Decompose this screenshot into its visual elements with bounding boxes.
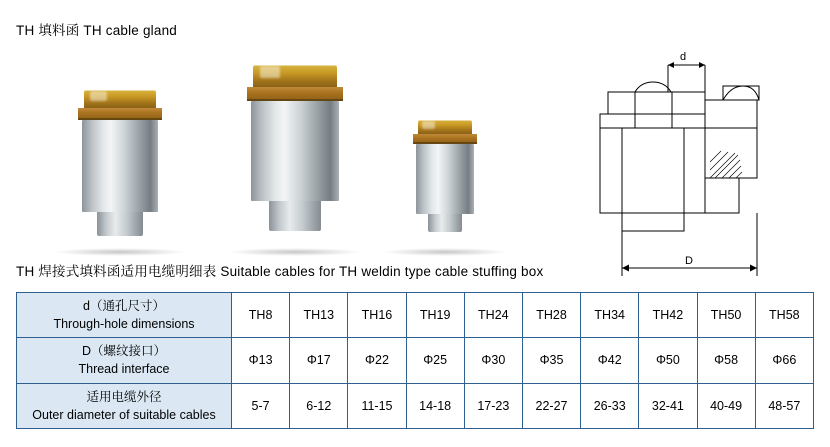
- cell-th-size: TH24: [464, 293, 522, 338]
- cell-cable-od: 5-7: [232, 383, 290, 428]
- cell-thread-dia: Φ35: [522, 338, 580, 383]
- cell-thread-dia: Φ25: [406, 338, 464, 383]
- cable-gland-medium: [235, 65, 355, 250]
- row-header-en: Outer diameter of suitable cables: [32, 407, 216, 422]
- steel-neck-icon: [97, 212, 143, 236]
- cell-th-size: TH42: [639, 293, 697, 338]
- cell-thread-dia: Φ58: [697, 338, 755, 383]
- row-header-en: Through-hole dimensions: [53, 317, 195, 332]
- cell-cable-od: 11-15: [348, 383, 406, 428]
- row-header-cn: d（通孔尺寸）: [83, 299, 165, 313]
- cell-thread-dia: Φ42: [581, 338, 639, 383]
- cell-thread-dia: Φ13: [232, 338, 290, 383]
- cable-gland-large: [60, 90, 180, 250]
- table-row: [17, 383, 814, 428]
- cell-thread-dia: Φ30: [464, 338, 522, 383]
- cell-cable-od: 32-41: [639, 383, 697, 428]
- cable-gland-small: [390, 120, 500, 250]
- technical-drawing: [560, 40, 810, 267]
- steel-body-icon: [416, 144, 474, 214]
- cell-th-size: TH34: [581, 293, 639, 338]
- cell-thread-dia: Φ17: [290, 338, 348, 383]
- drop-shadow: [53, 248, 187, 256]
- cell-cable-od: 17-23: [464, 383, 522, 428]
- table-title: TH 焊接式填料函适用电缆明细表 Suitable cables for TH weldin type cable stuffing box: [16, 264, 544, 279]
- cell-th-size: TH13: [290, 293, 348, 338]
- cell-thread-dia: Φ66: [755, 338, 813, 383]
- cell-th-size: TH58: [755, 293, 813, 338]
- steel-body-icon: [82, 120, 158, 212]
- suitable-cables-table: [16, 292, 814, 429]
- row-header-en: Thread interface: [78, 362, 170, 377]
- row-header-cn: 适用电缆外径: [86, 389, 162, 404]
- cell-th-size: TH50: [697, 293, 755, 338]
- dimension-label-d: d: [679, 51, 687, 63]
- cell-th-size: TH28: [522, 293, 580, 338]
- brass-cap-icon: [253, 65, 337, 87]
- brass-cap-icon: [418, 120, 472, 134]
- cell-th-size: TH16: [348, 293, 406, 338]
- product-photo-group: [60, 50, 530, 250]
- cell-cable-od: 22-27: [522, 383, 580, 428]
- cell-cable-od: 14-18: [406, 383, 464, 428]
- dimension-label-D: D: [685, 255, 693, 267]
- cell-cable-od: 26-33: [581, 383, 639, 428]
- drop-shadow: [383, 248, 506, 256]
- row-header-cn: D（螺纹接口）: [81, 344, 167, 359]
- cell-thread-dia: Φ22: [348, 338, 406, 383]
- row-header-thread-interface: [17, 338, 232, 383]
- cell-cable-od: 40-49: [697, 383, 755, 428]
- cell-cable-od: 48-57: [755, 383, 813, 428]
- page-title: TH 填料函 TH cable gland: [16, 23, 177, 38]
- brass-cap-icon: [84, 90, 156, 108]
- brass-hex-band-icon: [78, 108, 162, 120]
- row-header-cable-outer-diameter: [17, 383, 232, 428]
- steel-neck-icon: [428, 214, 462, 232]
- row-header-through-hole: [17, 293, 232, 338]
- drop-shadow: [228, 248, 362, 256]
- steel-neck-icon: [269, 201, 321, 231]
- cell-th-size: TH19: [406, 293, 464, 338]
- cell-thread-dia: Φ50: [639, 338, 697, 383]
- brass-hex-band-icon: [413, 134, 477, 144]
- cross-section-svg: [560, 40, 810, 267]
- table-row: [17, 293, 814, 338]
- brass-hex-band-icon: [247, 87, 343, 101]
- table-row: [17, 338, 814, 383]
- steel-body-icon: [251, 101, 339, 201]
- cell-cable-od: 6-12: [290, 383, 348, 428]
- cell-th-size: TH8: [232, 293, 290, 338]
